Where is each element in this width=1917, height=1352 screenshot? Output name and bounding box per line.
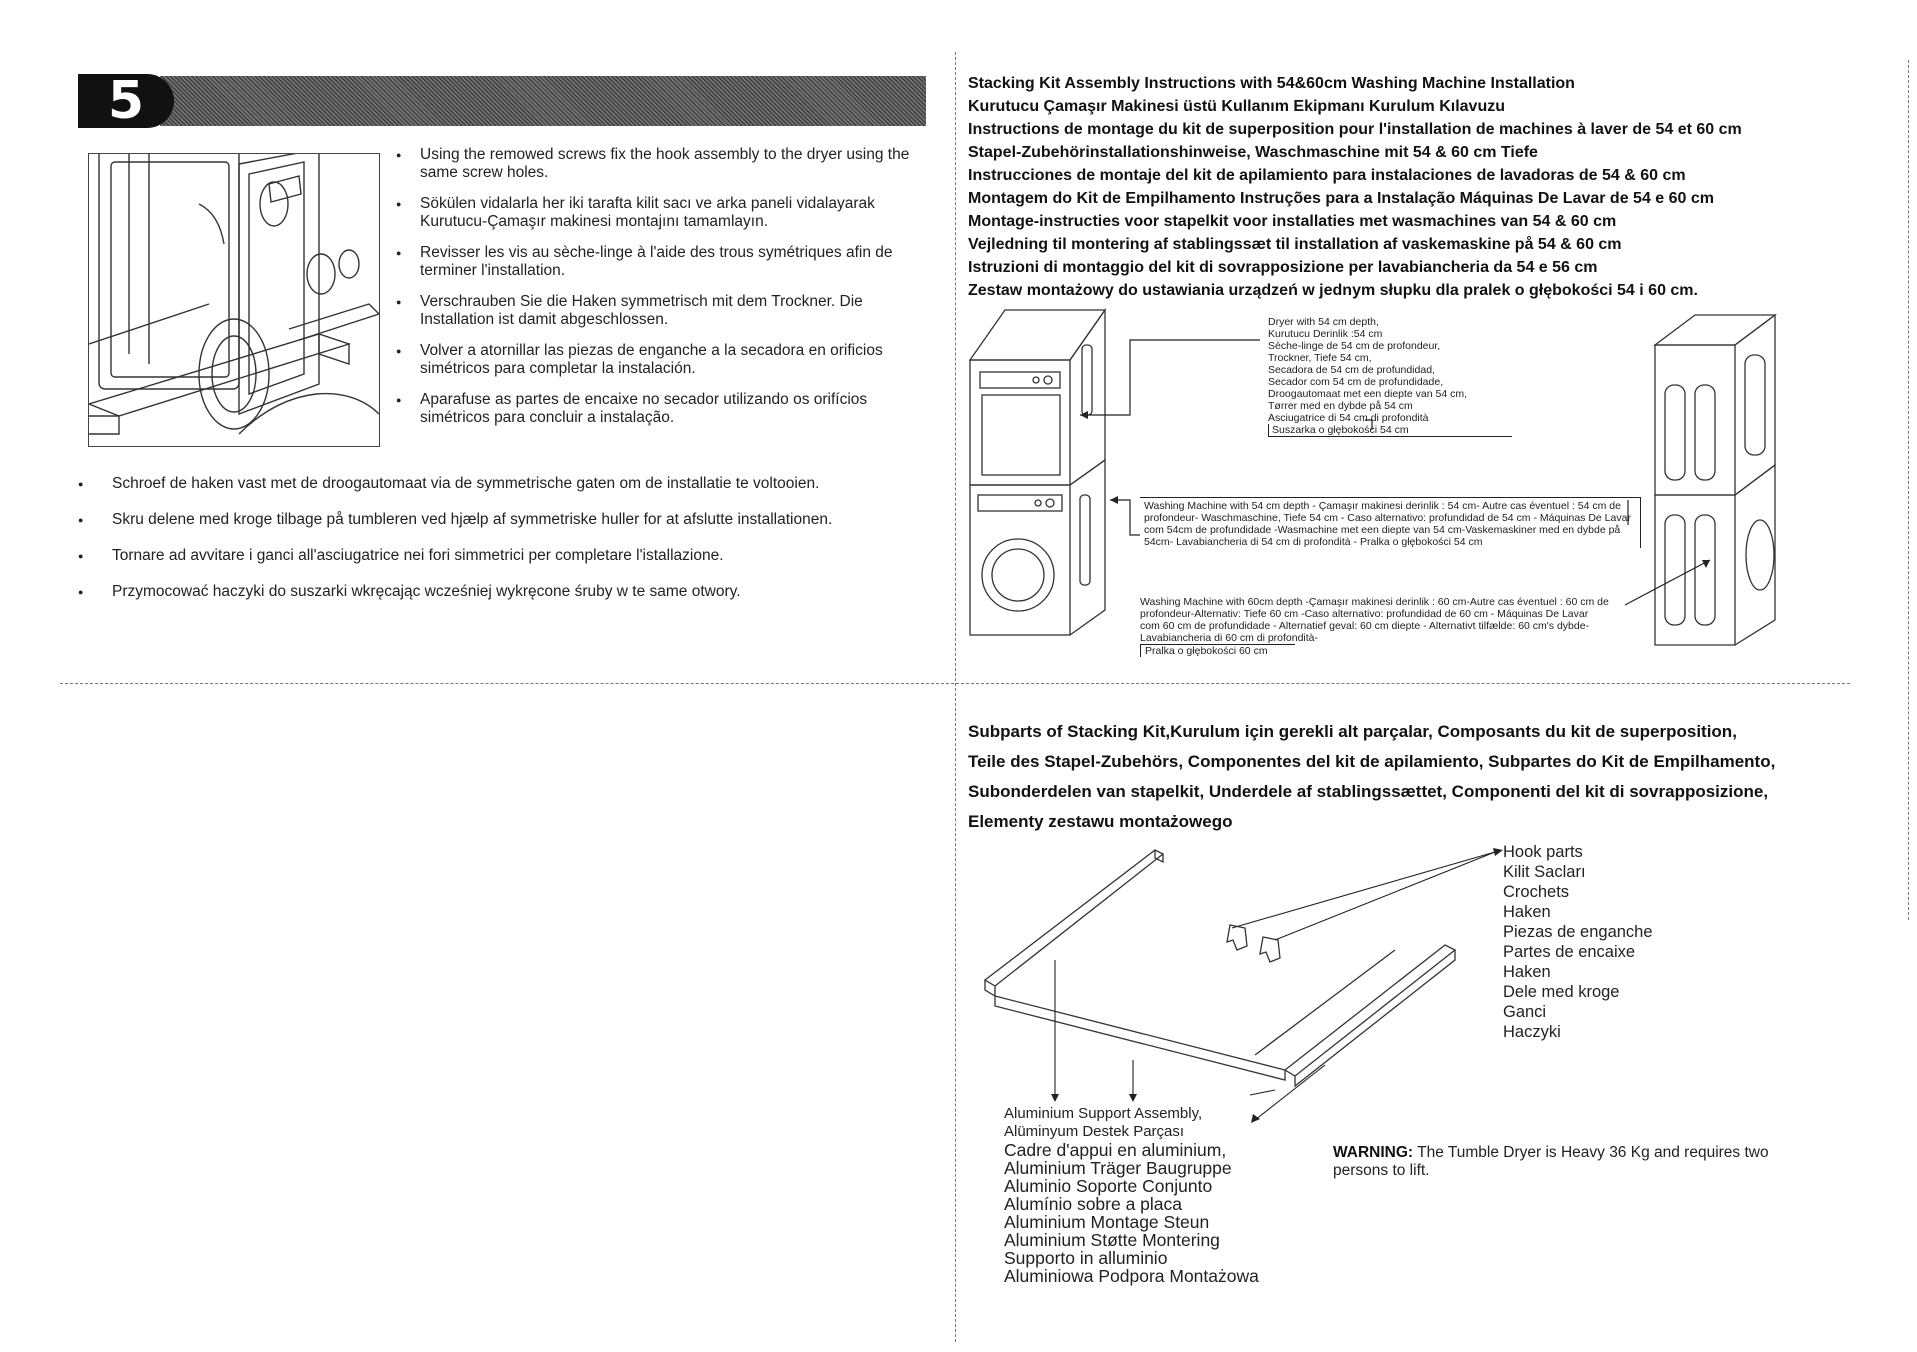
support-assembly-item: Aluminium Støtte Montering — [1004, 1230, 1220, 1250]
hook-parts-item: Partes de encaixe — [1503, 943, 1636, 961]
instruction-item: ● Revisser les vis au sèche-linge à l'aide des trous symétriques afin de terminer l'installation. — [396, 244, 928, 280]
hook-parts-item: Ganci — [1503, 1003, 1547, 1021]
washer-60cm-text: Washing Machine with 60cm depth -Çamaşır makinesi derinlik : 60 cm-Autre cas éventuel : 60 cm de profondeur-Alternativ: Tiefe 60 cm -Caso alternativo: profundidad de 60 cm - Máquinas De Lavar com 60 cm de profundidade - Alternatief geval: 60 cm diepte - Alternativt tilfælde: 60 cm's dybde- Lavabiancheria di 60 cm di profondità- — [1140, 596, 1609, 644]
support-assembly-list — [1004, 1105, 1259, 1285]
dryer-label-line: Sèche-linge de 54 cm de profondeur, — [1268, 340, 1441, 352]
weight-warning — [1333, 1144, 1803, 1180]
title-line: Montagem do Kit de Empilhamento Instruções para a Instalação Máquinas De Lavar de 54 e 60 cm — [968, 190, 1714, 207]
hook-parts-item: Haken — [1503, 963, 1551, 981]
title-line: Vejledning til montering af stablingssæt til installation af vaskemaskine på 54 & 60 cm — [968, 236, 1622, 253]
subparts-title-line: Subonderdelen van stapelkit, Underdele af stablingssættet, Componenti del kit di sovrapposizione, — [968, 782, 1769, 801]
warning-label: WARNING: — [1333, 1144, 1414, 1161]
washer-54cm-text: Washing Machine with 54 cm depth - Çamaşır makinesi derinlik : 54 cm- Autre cas éventuel : 54 cm de profondeur- Waschmaschine, Tiefe 54 cm - Caso alternativo: profundidad de 54 cm - Máquinas De Lavar com 54cm de profundidade -Wasmachine met een diepte van 54 cm-Vaskemaskiner med en dybde på 54cm- Lavabiancheria di 54 cm di profondità - Pralka o głębokości 54 cm — [1144, 500, 1631, 548]
title-line: Stacking Kit Assembly Instructions with 54&60cm Washing Machine Installation — [968, 75, 1575, 92]
washer-60cm-label — [1140, 596, 1610, 657]
dryer-label-line: Secador com 54 cm de profundidade, — [1268, 376, 1444, 388]
hook-parts-item: Hook parts — [1503, 843, 1583, 861]
support-assembly-item: Aluminio Soporte Conjunto — [1004, 1176, 1213, 1196]
instruction-item: ● Volver a atornillar las piezas de enganche a la secadora en orificios simétricos para completar la instalación. — [396, 342, 928, 378]
support-assembly-item: Aluminium Träger Baugruppe — [1004, 1158, 1232, 1178]
subparts-diagram — [975, 840, 1535, 1120]
instruction-item: ● Tornare ad avvitare i ganci all'asciugatrice nei fori simmetrici per completare l'istallazione. — [78, 547, 958, 565]
hook-parts-item: Kilit Sacları — [1503, 863, 1586, 881]
instruction-item: ● Przymocować haczyki do suszarki wkręcając wcześniej wykręcone śruby w te same otwory. — [78, 583, 958, 601]
dryer-label-line: Suszarka o głębokości 54 cm — [1268, 424, 1512, 437]
title-line: Kurutucu Çamaşır Makinesi üstü Kullanım Ekipmanı Kurulum Kılavuzu — [968, 98, 1505, 115]
title-line: Istruzioni di montaggio del kit di sovrapposizione per lavabiancheria da 54 e 56 cm — [968, 259, 1598, 276]
subparts-title — [968, 717, 1908, 837]
step-instructions-list-wide — [78, 475, 958, 619]
support-assembly-item: Aluminiowa Podpora Montażowa — [1004, 1266, 1259, 1286]
dryer-label-line: Kurutucu Derinlik :54 cm — [1268, 328, 1383, 340]
title-line: Instrucciones de montaje del kit de apilamiento para instalaciones de lavadoras de 54 & 60 cm — [968, 167, 1686, 184]
title-line: Zestaw montażowy do ustawiania urządzeń w jednym słupku dla pralek o głębokości 54 i 60 cm. — [968, 282, 1698, 299]
title-line: Stapel-Zubehörinstallationshinweise, Waschmaschine mit 54 & 60 cm Tiefe — [968, 144, 1538, 161]
support-assembly-item: Aluminium Montage Steun — [1004, 1212, 1210, 1232]
hook-parts-item: Piezas de enganche — [1503, 923, 1653, 941]
instruction-item: ● Skru delene med kroge tilbage på tumbleren ved hjælp af symmetriske huller for at afslutte installationen. — [78, 511, 958, 529]
title-line: Instructions de montage du kit de superposition pour l'installation de machines à laver de 54 et 60 cm — [968, 121, 1742, 138]
horizontal-divider — [60, 683, 1850, 684]
step-instructions-list — [396, 146, 928, 440]
support-assembly-item: Cadre d'appui en aluminium, — [1004, 1140, 1227, 1160]
instruction-item: ● Schroef de haken vast met de droogautomaat via de symmetrische gaten om de installatie te voltooien. — [78, 475, 958, 493]
instruction-item: ● Verschrauben Sie die Haken symmetrisch mit dem Trockner. Die Installation ist damit abgeschlossen. — [396, 293, 928, 329]
instruction-item: ● Aparafuse as partes de encaixe no secador utilizando os orifícios simétricos para concluir a instalação. — [396, 391, 928, 427]
hook-parts-item: Dele med kroge — [1503, 983, 1620, 1001]
warning-text: The Tumble Dryer is Heavy 36 Kg and requires two persons to lift. — [1333, 1144, 1769, 1179]
assembly-instruction-titles — [968, 72, 1908, 302]
step-header-bar — [160, 76, 926, 126]
instruction-item: ● Using the remowed screws fix the hook assembly to the dryer using the same screw holes. — [396, 146, 928, 182]
dryer-label-line: Secadora de 54 cm de profundidad, — [1268, 364, 1435, 376]
dryer-depth-label — [1268, 316, 1538, 437]
support-assembly-item: Alüminyum Destek Parçası — [1004, 1123, 1185, 1140]
title-line: Montage-instructies voor stapelkit voor installaties met wasmachines van 54 & 60 cm — [968, 213, 1617, 230]
dryer-label-line: Trockner, Tiefe 54 cm, — [1268, 352, 1372, 364]
support-assembly-item: Supporto in alluminio — [1004, 1248, 1168, 1268]
vertical-divider — [955, 52, 956, 1342]
dryer-label-line: Dryer with 54 cm depth, — [1268, 316, 1379, 328]
step-number-badge: 5 — [78, 74, 174, 128]
hook-parts-item: Crochets — [1503, 883, 1570, 901]
subparts-title-line: Teile des Stapel-Zubehörs, Componentes del kit de apilamiento, Subpartes do Kit de Empilhamento, — [968, 752, 1776, 771]
instruction-item: ● Sökülen vidalarla her iki tarafta kilit sacı ve arka paneli vidalayarak Kurutucu-Çamaşır makinesi montajını tamamlayın. — [396, 195, 928, 231]
dryer-label-line: Droogautomaat met een diepte van 54 cm, — [1268, 388, 1468, 400]
support-assembly-item: Alumínio sobre a placa — [1004, 1194, 1183, 1214]
hook-parts-item: Haken — [1503, 903, 1551, 921]
washer-60cm-text-last: Pralka o głębokości 60 cm — [1140, 644, 1295, 657]
subparts-title-line: Elementy zestawu montażowego — [968, 812, 1233, 831]
hook-install-drawing — [89, 154, 379, 446]
subparts-title-line: Subparts of Stacking Kit,Kurulum için gerekli alt parçalar, Composants du kit de superposition, — [968, 722, 1737, 741]
hook-parts-item: Haczyki — [1503, 1023, 1561, 1041]
hook-install-figure — [88, 153, 380, 447]
dryer-label-line: Tørrer med en dybde på 54 cm — [1268, 400, 1413, 412]
support-assembly-item: Aluminium Support Assembly, — [1004, 1105, 1203, 1122]
washer-54cm-label — [1140, 497, 1641, 548]
hook-parts-list — [1503, 842, 1653, 1042]
dryer-label-line: Asciugatrice di 54 cm di profondità — [1268, 412, 1429, 424]
